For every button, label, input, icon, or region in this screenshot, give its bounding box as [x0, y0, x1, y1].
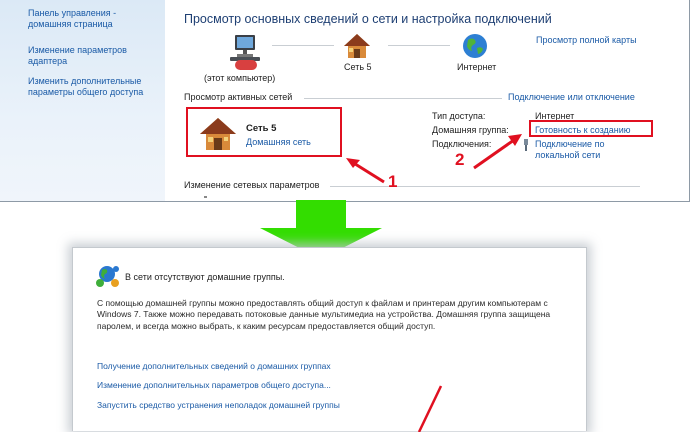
sidebar-item-label: Изменение параметров — [28, 45, 127, 55]
sidebar-item-label: домашняя страница — [28, 19, 113, 29]
sidebar-item-label: Изменить дополнительные — [28, 76, 142, 86]
highlight-box-network — [186, 107, 342, 157]
sidebar — [0, 0, 165, 201]
red-arrow-partial — [405, 384, 445, 432]
change-settings-header: Изменение сетевых параметров — [184, 180, 320, 190]
troubleshoot-homegroup-link[interactable]: Запустить средство устранения неполадок домашней группы — [97, 400, 340, 410]
internet-label: Интернет — [457, 62, 497, 72]
homegroup-window — [72, 247, 587, 431]
network-type-link[interactable]: Домашняя сеть — [246, 137, 311, 147]
network-sharing-center-window — [0, 0, 690, 202]
highlight-box-homegroup — [529, 120, 653, 137]
homegroup-status-title: В сети отсутствуют домашние группы. — [125, 272, 285, 282]
sidebar-item-label: Панель управления - — [28, 8, 117, 18]
section-divider — [304, 98, 502, 99]
sidebar-item-control-panel-home[interactable] — [28, 8, 116, 30]
homegroup-ready-link[interactable]: Готовность к созданию — [535, 125, 631, 135]
connections-label: Подключения: — [432, 139, 492, 149]
redacted-computer-name — [235, 60, 257, 70]
local-connection-link[interactable] — [535, 139, 604, 161]
homegroup-info-link[interactable]: Получение дополнительных сведений о домашних группах — [97, 361, 331, 371]
cut-off-item — [204, 196, 207, 198]
active-networks-header: Просмотр активных сетей — [184, 92, 293, 102]
home-network-icon — [343, 33, 371, 59]
connect-disconnect-link[interactable]: Подключение или отключение — [508, 92, 635, 102]
annotation-marker-2: 2 — [455, 150, 465, 169]
red-arrow-1 — [340, 148, 410, 198]
network-label: Сеть 5 — [344, 62, 372, 72]
computer-label: (этот компьютер) — [204, 73, 276, 83]
access-type-label: Тип доступа: — [432, 111, 486, 121]
page-title: Просмотр основных сведений о сети и настройка подключений — [184, 12, 552, 26]
local-connection-line2: локальной сети — [535, 150, 601, 160]
red-arrow-2 — [470, 128, 530, 172]
annotation-marker-1: 1 — [388, 172, 398, 191]
sidebar-item-adapter-settings[interactable] — [28, 45, 127, 67]
sidebar-item-advanced-sharing[interactable] — [28, 76, 143, 98]
local-connection-line1: Подключение по — [535, 139, 605, 149]
active-network-name: Сеть 5 — [246, 123, 277, 134]
computer-icon — [228, 33, 262, 63]
homegroup-description: С помощью домашней группы можно предоставлять общий доступ к файлам и принтерам другим компьютерам с Windows 7. Также можно передавать потоковые данные мультимедиа на устройства. Домашняя группа защищена паролем, и всегда можно выбрать, к каким ресурсам предоставляется общий доступ. — [97, 298, 551, 331]
homegroup-icon — [95, 264, 121, 288]
access-type-value: Интернет — [535, 111, 575, 121]
advanced-sharing-link[interactable]: Изменение дополнительных параметров общего доступа... — [97, 380, 331, 390]
full-map-link[interactable]: Просмотр полной карты — [536, 35, 637, 45]
sidebar-item-label: параметры общего доступа — [28, 87, 144, 97]
map-connector — [272, 45, 334, 46]
map-connector — [388, 45, 450, 46]
internet-globe-icon — [462, 33, 488, 59]
sidebar-item-label: адаптера — [28, 56, 68, 66]
homegroup-label: Домашняя группа: — [432, 125, 509, 135]
